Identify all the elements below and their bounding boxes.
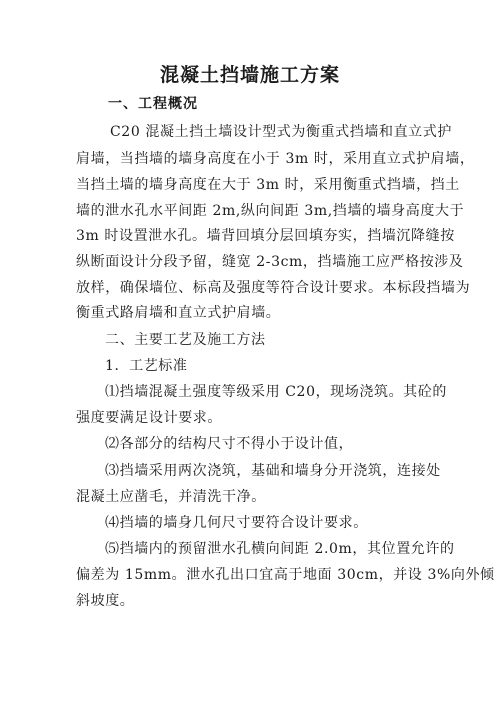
document-title: 混凝土挡墙施工方案 [159,64,340,86]
paragraph-line: 衡重式路肩墙和直立式护肩墙。 [76,305,281,321]
paragraph-line: 放样，确保墙位、标高及强度等符合设计要求。本标段挡墙为 [76,280,471,296]
paragraph-line: 纵断面设计分段予留，缝宽 2-3cm，挡墙施工应严格按涉及 [76,254,464,270]
list-item-line: ⑶挡墙采用两次浇筑，基础和墙身分开浇筑，连接处 [105,463,441,479]
section-heading-process: 二、主要工艺及施工方法 [105,332,266,348]
list-item-line: 强度要满足设计要求。 [76,410,222,426]
list-item-line: ⑵各部分的结构尺寸不得小于设计值， [105,436,354,452]
paragraph-line: 肩墙，当挡墙的墙身高度在小于 3m 时，采用直立式护肩墙， [76,151,475,167]
paragraph-line: 墙的泄水孔水平间距 2m,纵向间距 3m,挡墙的墙身高度大于 [76,203,465,219]
list-item-line: ⑸挡墙内的预留泄水孔横向间距 2.0m，其位置允许的 [105,541,455,557]
paragraph-line: C20 混凝土挡土墙设计型式为衡重式挡墙和直立式护 [110,124,452,140]
list-item-line: 斜坡度。 [76,593,135,609]
subheading-standards: 1．工艺标准 [105,358,188,374]
list-item-line: 偏差为 15mm。泄水孔出口宜高于地面 30cm，并设 3%向外倾 [76,567,495,583]
paragraph-line: 3m 时设置泄水孔。墙背回填分层回填夯实，挡墙沉降缝按 [76,228,455,244]
list-item-line: ⑴挡墙混凝土强度等级采用 C20，现场浇筑。其砼的 [105,384,447,400]
list-item-line: 混凝土应凿毛，并清洗干净。 [76,489,266,505]
section-heading-overview: 一、工程概况 [108,96,198,112]
list-item-line: ⑷挡墙的墙身几何尺寸要符合设计要求。 [105,515,368,531]
paragraph-line: 当挡土墙的墙身高度在大于 3m 时，采用衡重式挡墙，挡土 [76,177,460,193]
